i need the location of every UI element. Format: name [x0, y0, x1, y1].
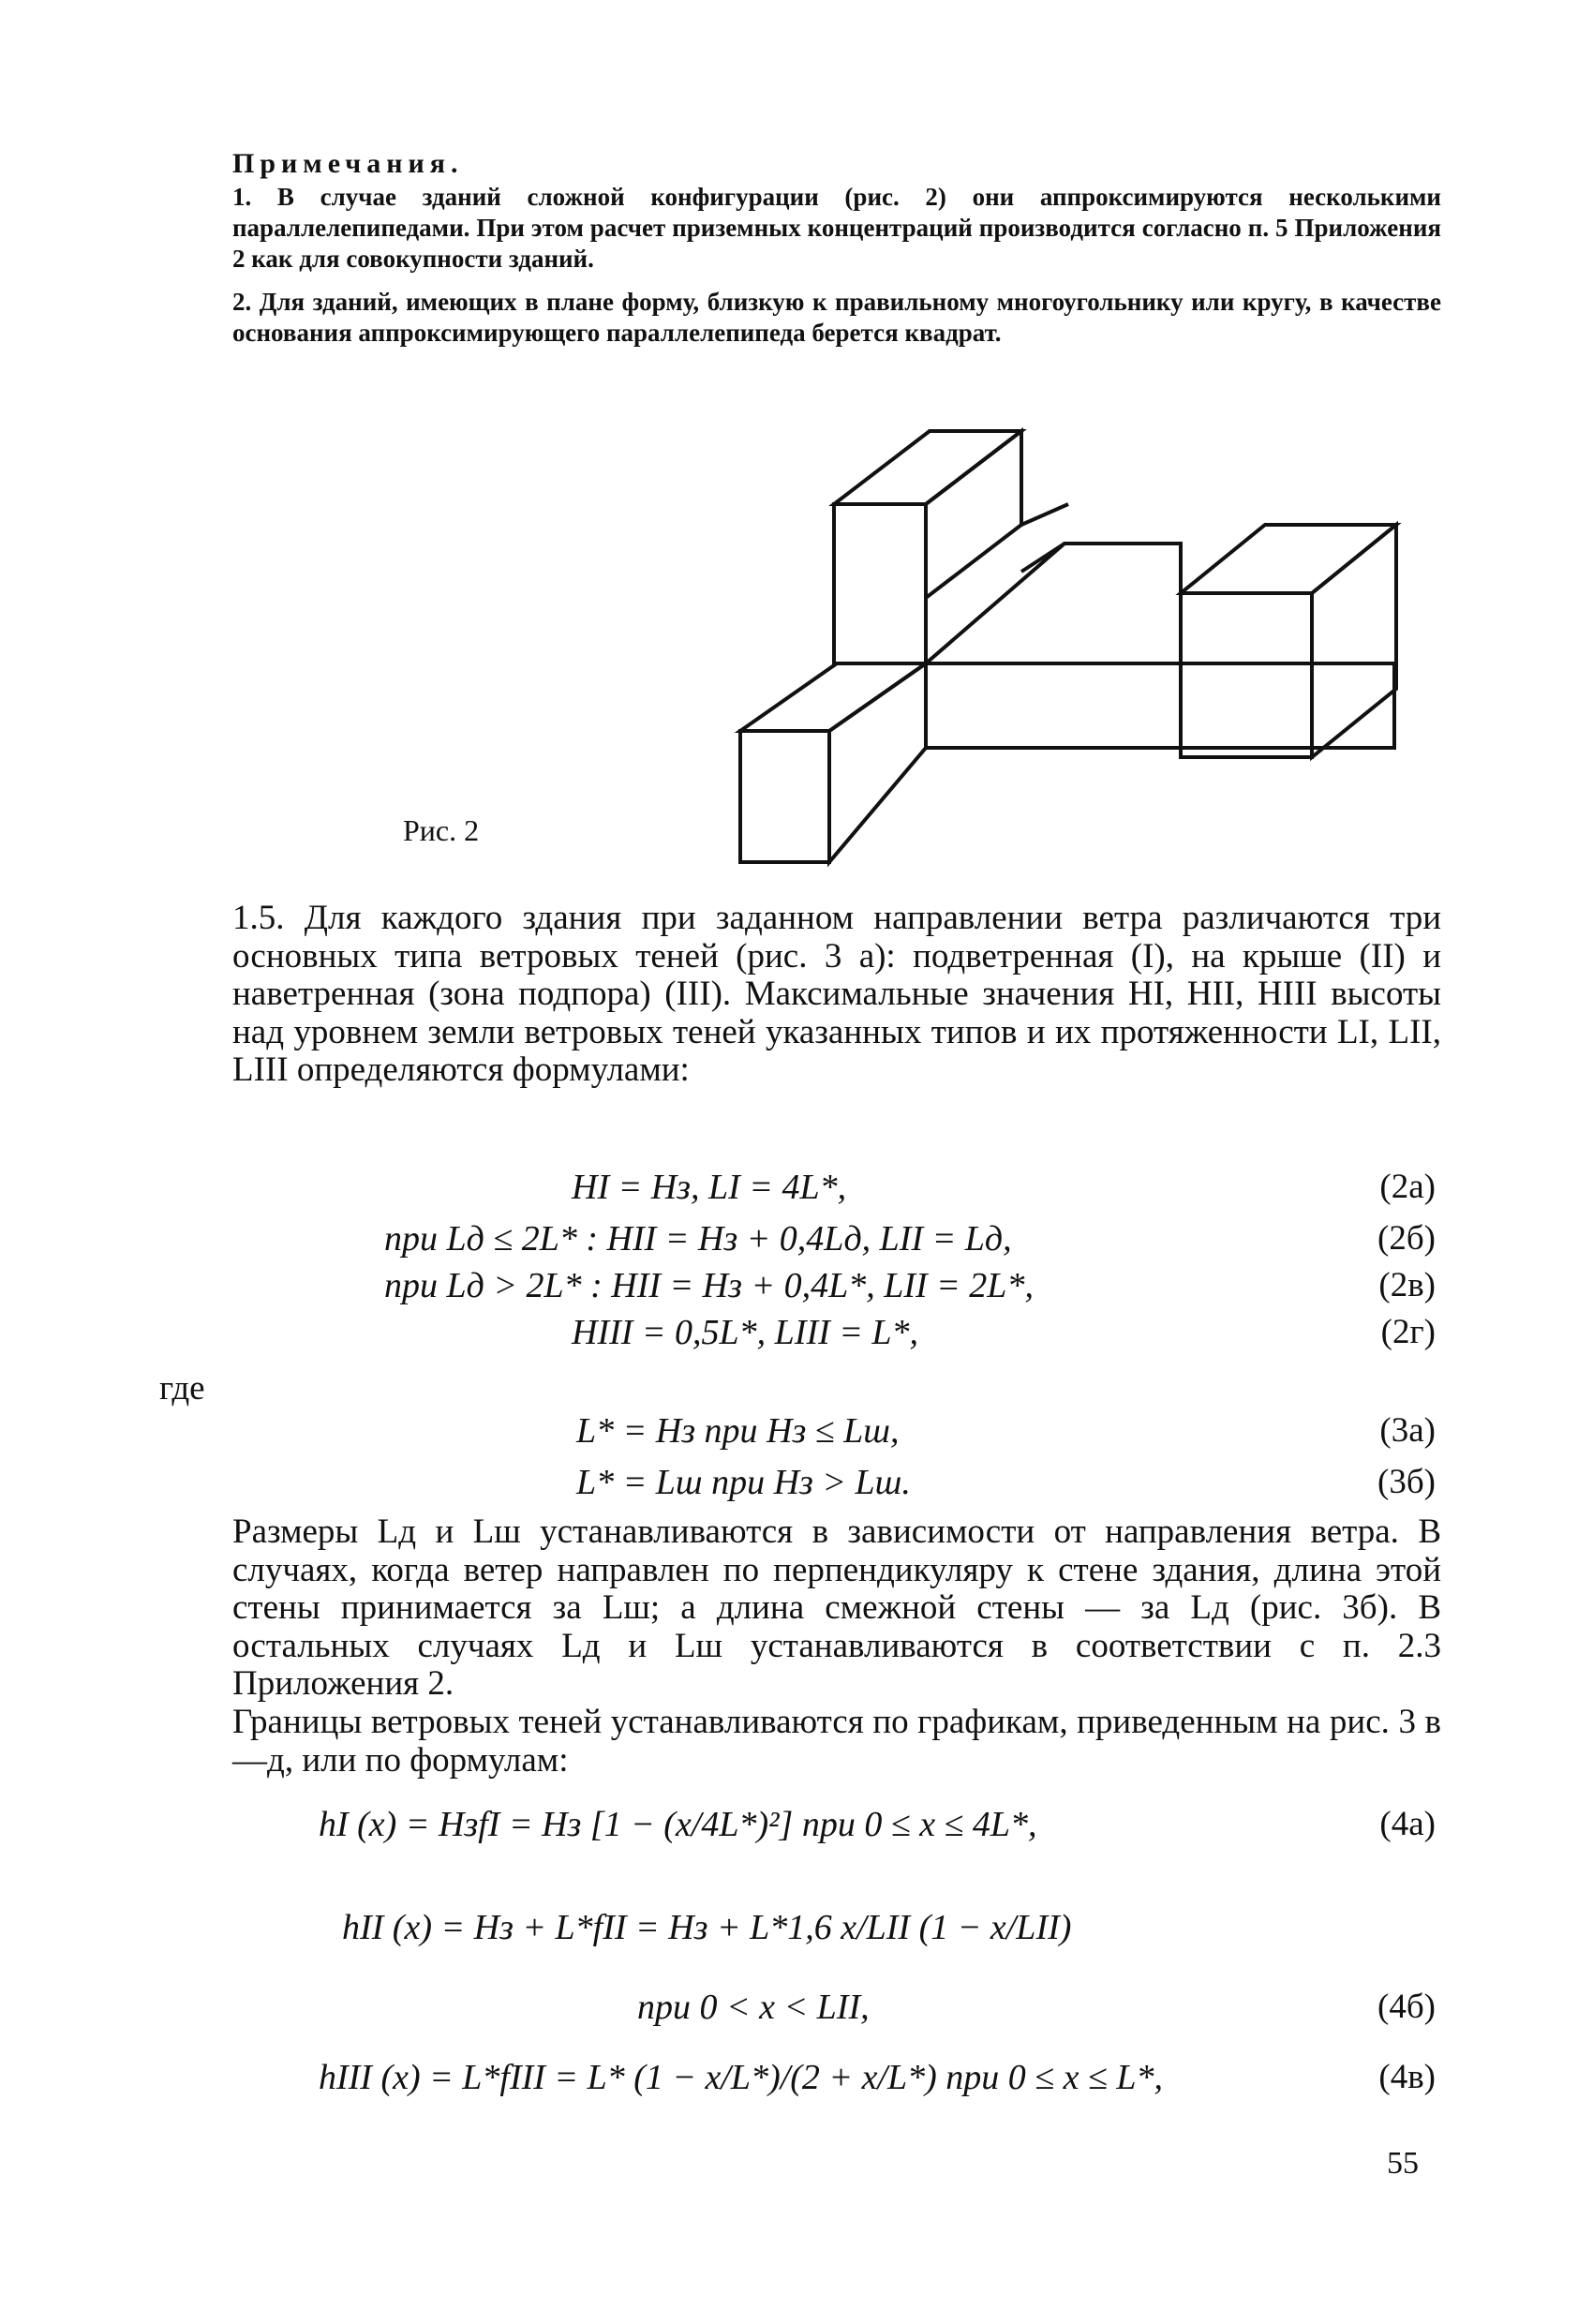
formula-4b-line1: hII (x) = Hз + L*fII = Hз + L*1,6 x/LII (1 − x/LII)	[342, 1908, 1072, 1947]
figure-2-building-drawing	[712, 403, 1452, 872]
formula-4v-number: (4в)	[1378, 2058, 1436, 2096]
where-word: где	[159, 1369, 205, 1408]
note-1: 1. В случае зданий сложной конфигурации (рис. 2) они аппроксимируются несколькими параллелепипедами. При этом расчет приземных концентраций производится согласно п. 5 Приложения 2 как для совокупности зданий.	[232, 183, 1441, 273]
formula-4a-number: (4а)	[1379, 1805, 1436, 1843]
paragraph-boundaries: Границы ветровых теней устанавливаются по графикам, приведенным на рис. 3 в—д, или по формулам:	[232, 1703, 1441, 1780]
formula-2a: HI = Hз, LI = 4L*,	[572, 1168, 847, 1207]
formula-3a: L* = Hз при Hз ≤ Lш,	[576, 1411, 900, 1451]
formula-2b-number: (2б)	[1377, 1219, 1436, 1258]
paragraph-sizes: Размеры Lд и Lш устанавливаются в зависимости от направления ветра. В случаях, когда ветер направлен по перпендикуляру к стене здания, длина этой стены принимается за Lш; а длина смежной стены — за Lд (рис. 3б). В остальных случаях Lд и Lш устанавливаются в соответствии с п. 2.3 Приложения 2.	[232, 1512, 1441, 1703]
formula-2g: HIII = 0,5L*, LIII = L*,	[572, 1313, 919, 1352]
formula-3b-number: (3б)	[1377, 1463, 1436, 1501]
formula-2g-number: (2г)	[1380, 1313, 1436, 1351]
formula-4a: hI (x) = HзfI = Hз [1 − (x/4L*)²] при 0 ≤ x ≤ 4L*,	[319, 1805, 1037, 1844]
formula-2b: при Lд ≤ 2L* : HII = Hз + 0,4Lд, LII = Lд,	[384, 1219, 1012, 1259]
formula-3b: L* = Lш при Hз > Lш.	[576, 1463, 911, 1502]
note-2: 2. Для зданий, имеющих в плане форму, близкую к правильному многоугольнику или кругу, в качестве основания аппроксимирующего параллелепипеда берется квадрат.	[232, 288, 1441, 347]
paragraph-1-5: 1.5. Для каждого здания при заданном направлении ветра различаются три основных типа ветровых теней (рис. 3 а): подветренная (I), на крыше (II) и наветренная (зона подпора) (III). Максимальные значения HI, HII, HIII высоты над уровнем земли ветровых теней указанных типов и их протяженности LI, LII, LIII определяются формулами:	[232, 899, 1441, 1089]
figure-label: Рис. 2	[403, 813, 480, 847]
formula-2v-number: (2в)	[1378, 1266, 1436, 1304]
formula-4b-number: (4б)	[1377, 1988, 1436, 2026]
notes-title: Примечания.	[232, 148, 464, 179]
formula-2v: при Lд > 2L* : HII = Hз + 0,4L*, LII = 2L*,	[384, 1266, 1034, 1305]
formula-4v: hIII (x) = L*fIII = L* (1 − x/L*)/(2 + x/L*) при 0 ≤ x ≤ L*,	[319, 2058, 1163, 2097]
formula-2a-number: (2а)	[1379, 1168, 1436, 1206]
page-number: 55	[1387, 2146, 1419, 2181]
formula-3a-number: (3а)	[1379, 1411, 1436, 1450]
formula-4b-line2: при 0 < x < LII,	[637, 1988, 870, 2027]
